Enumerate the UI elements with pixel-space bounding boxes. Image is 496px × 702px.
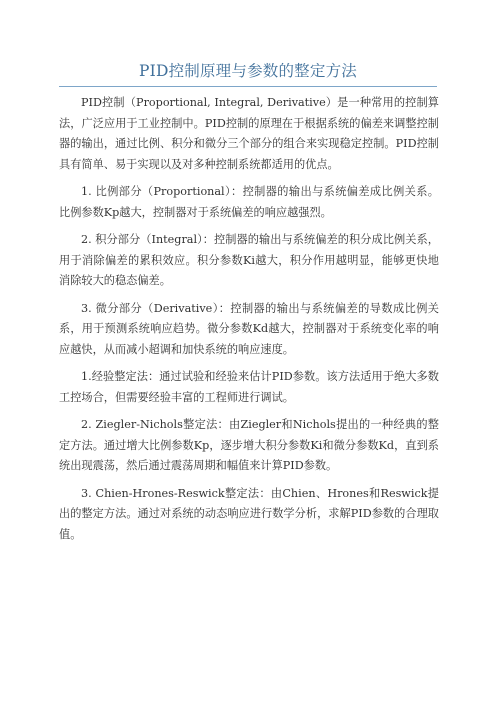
proportional-paragraph: 1. 比例部分（Proportional）：控制器的输出与系统偏差成比例关系。比例参数Kp越大，控制器对于系统偏差的响应越强烈。 xyxy=(59,185,439,219)
empirical-tuning-paragraph: 1.经验整定法：通过试验和经验来估计PID参数。该方法适用于绝大多数工控场合，但需要经验丰富的工程师进行调试。 xyxy=(59,370,439,404)
derivative-paragraph: 3. 微分部分（Derivative）：控制器的输出与系统偏差的导数成比例关系，用于预测系统响应趋势。微分参数Kd越大，控制器对于系统变化率的响应越快，从而减小超调和加快系统的响应速度。 xyxy=(59,301,439,356)
intro-paragraph: PID控制（Proportional, Integral, Derivative）是一种常用的控制算法，广泛应用于工业控制中。PID控制的原理在于根据系统的偏差来调整控制器的输出，通过比例、积分和微分三个部分的组合来实现稳定控制。PID控制具有简单、易于实现以及对多种控制系统都适用的优点。 xyxy=(59,96,439,171)
page-title: PID控制原理与参数的整定方法 xyxy=(139,62,357,80)
integral-paragraph: 2. 积分部分（Integral）：控制器的输出与系统偏差的积分成比例关系，用于消除偏差的累积效应。积分参数Ki越大，积分作用越明显，能够更快地消除较大的稳态偏差。 xyxy=(59,233,439,287)
document-body xyxy=(59,93,439,552)
title-block xyxy=(59,56,437,87)
chr-tuning-paragraph: 3. Chien-Hrones-Reswick整定法：由Chien、Hrones和Reswick提出的整定方法。通过对系统的动态响应进行数学分析，求解PID参数的合理取值。 xyxy=(59,486,439,541)
ziegler-nichols-paragraph: 2. Ziegler-Nichols整定法：由Ziegler和Nichols提出的一种经典的整定方法。通过增大比例参数Kp，逐步增大积分参数Ki和微分参数Kd，直到系统出现震荡，然后通过震荡周期和幅值来计算PID参数。 xyxy=(59,418,439,472)
